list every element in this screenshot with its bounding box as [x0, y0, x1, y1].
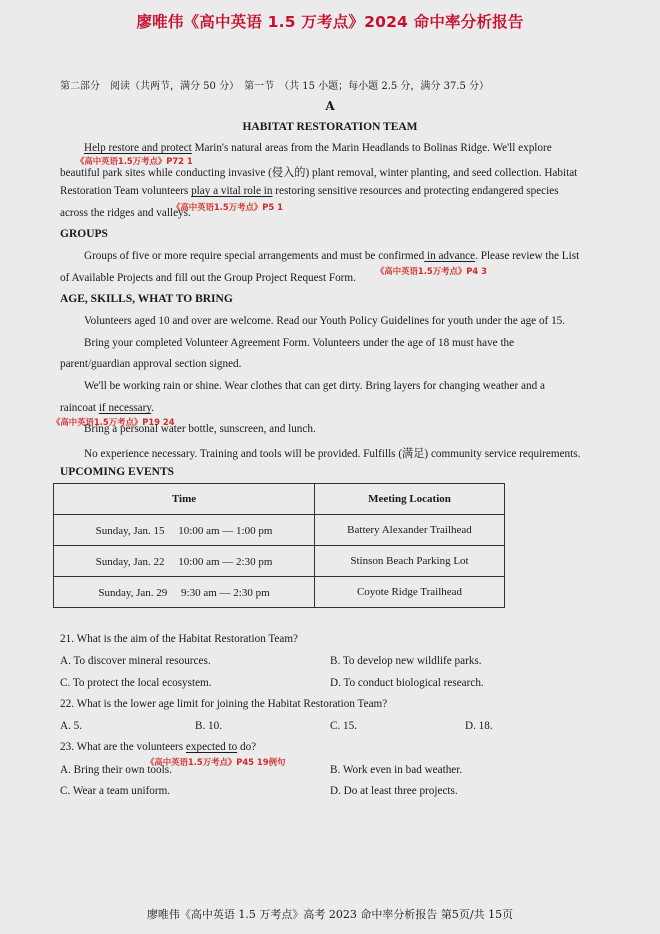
groups-line-2: of Available Projects and fill out the Group Project Request Form. [60, 272, 356, 284]
q22-option-a: A. 5. [60, 720, 83, 732]
q23-stem-c: do? [237, 741, 257, 753]
age-p3b3: . [151, 402, 155, 414]
phrase-expected-to: expected to [185, 741, 238, 753]
annotation-1: 《高中英语1.5万考点》P72 1 [76, 156, 193, 166]
col-location-header: Meeting Location [315, 484, 505, 515]
age-p3a: We'll be working rain or shine. Wear clothes that can get dirty. Bring layers for changing weather and a [84, 380, 545, 392]
age-p4: Bring a personal water bottle, sunscreen, and lunch. [84, 423, 316, 435]
q21-option-c: C. To protect the local ecosystem. [60, 677, 212, 689]
q23-option-c: C. Wear a team uniform. [60, 785, 171, 797]
intro-line-1-rest: Marin's natural areas from the Marin Headlands to Bolinas Ridge. We'll explore [191, 142, 552, 154]
intro-line-3 [60, 185, 559, 197]
q21-option-b: B. To develop new wildlife parks. [330, 655, 482, 667]
phrase-in-advance: in advance [424, 250, 476, 262]
intro-line-4: across the ridges and valleys. [60, 207, 191, 219]
phrase-restore-protect: Help restore and protect [84, 142, 192, 154]
events-header-row [54, 484, 505, 515]
events-heading: UPCOMING EVENTS [60, 466, 175, 478]
groups-line-1c: . Please review the List [475, 250, 580, 262]
q21-option-a: A. To discover mineral resources. [60, 655, 211, 667]
age-p2b: parent/guardian approval section signed. [60, 358, 242, 370]
section-info: 第二部分 阅读（共两节，满分 50 分） 第一节 （共 15 小题；每小题 2.5 分，满分 37.5 分） [60, 81, 490, 92]
q23-option-d: D. Do at least three projects. [330, 785, 458, 797]
age-p1: Volunteers aged 10 and over are welcome. Read our Youth Policy Guidelines for youth under the age of 15. [84, 315, 566, 327]
q21-option-d: D. To conduct biological research. [330, 677, 484, 689]
age-p3b1: raincoat [60, 402, 99, 414]
annotation-5: 《高中英语1.5万考点》P45 19例句 [146, 757, 286, 767]
q22-option-d: D. 18. [465, 720, 493, 732]
q23-option-b: B. Work even in bad weather. [330, 764, 463, 776]
q23-stem-a: 23. What are the volunteers [60, 741, 186, 753]
q23-option-a: A. Bring their own tools. [60, 764, 172, 776]
annotation-3: 《高中英语1.5万考点》P4 3 [376, 266, 487, 276]
intro-line-2: beautiful park sites while conducting invasive (侵入的) plant removal, winter planting, and seed collection. Habitat [60, 167, 578, 179]
passage-title: HABITAT RESTORATION TEAM [242, 121, 418, 133]
event-time: Sunday, Jan. 22 10:00 am — 2:30 pm [54, 546, 315, 577]
age-heading: AGE, SKILLS, WHAT TO BRING [60, 293, 233, 305]
table-row [54, 515, 505, 546]
q21-stem: 21. What is the aim of the Habitat Restoration Team? [60, 633, 299, 645]
event-location: Stinson Beach Parking Lot [315, 546, 505, 577]
report-title: 廖唯伟《高中英语 1.5 万考点》2024 命中率分析报告 [136, 13, 524, 31]
intro-line-3c: restoring sensitive resources and protecting endangered species [272, 185, 559, 197]
groups-heading: GROUPS [60, 228, 108, 240]
event-location: Battery Alexander Trailhead [315, 515, 505, 546]
page-footer: 廖唯伟《高中英语 1.5 万考点》高考 2023 命中率分析报告 第5页/共 15页 [146, 908, 514, 921]
events-table [53, 483, 505, 608]
passage-letter: A [325, 99, 335, 113]
phrase-if-necessary: if necessary [98, 402, 152, 414]
age-p3b [60, 402, 154, 414]
annotation-2: 《高中英语1.5万考点》P5 1 [172, 202, 283, 212]
event-location: Coyote Ridge Trailhead [315, 577, 505, 608]
q22-option-b: B. 10. [195, 720, 223, 732]
annotation-4: 《高中英语1.5万考点》P19 24 [52, 417, 175, 427]
col-time-header: Time [54, 484, 315, 515]
table-row [54, 577, 505, 608]
groups-line-1 [84, 250, 579, 262]
phrase-vital-role: play a vital role in [191, 185, 273, 197]
intro-line-1 [84, 142, 552, 154]
event-time: Sunday, Jan. 15 10:00 am — 1:00 pm [54, 515, 315, 546]
age-p5: No experience necessary. Training and tools will be provided. Fulfills (满足) community service requirements. [84, 448, 581, 460]
age-p2a: Bring your completed Volunteer Agreement Form. Volunteers under the age of 18 must have the [84, 337, 515, 349]
q22-stem: 22. What is the lower age limit for joining the Habitat Restoration Team? [60, 698, 388, 710]
q23-stem [60, 741, 256, 753]
q22-option-c: C. 15. [330, 720, 358, 732]
table-row [54, 546, 505, 577]
groups-line-1a: Groups of five or more require special arrangements and must be confirmed [84, 250, 425, 262]
intro-line-3a: Restoration Team volunteers [60, 185, 192, 197]
event-time: Sunday, Jan. 29 9:30 am — 2:30 pm [54, 577, 315, 608]
